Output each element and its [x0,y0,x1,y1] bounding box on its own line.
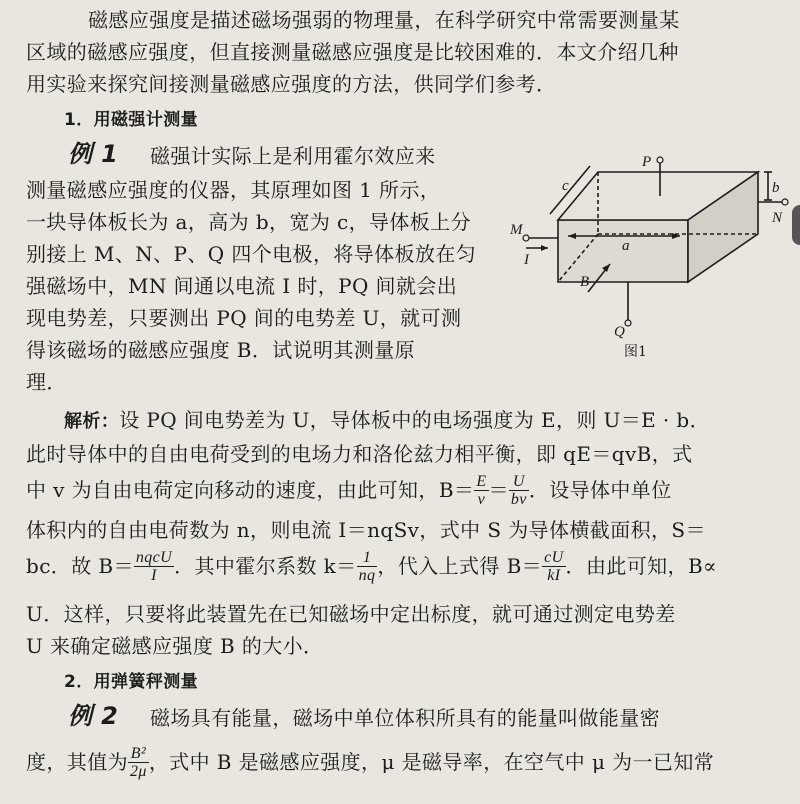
equals-sign: ＝ [488,478,509,502]
figure-label-I: I [524,252,529,268]
example-1-line-5: 强磁场中，MN 间通以电流 I 时，PQ 间就会出 [26,274,458,298]
analysis-label: 解析： [64,411,120,432]
example-1-line-7: 得该磁场的磁感应强度 B．试说明其测量原 [26,338,416,362]
figure-label-N: N [772,210,783,226]
intro-line-1: 磁感应强度是描述磁场强弱的物理量，在科学研究中常需要测量某 [88,8,680,32]
intro-line-3: 用实验来探究间接测量磁感应强度的方法，供同学们参考． [26,72,557,96]
analysis-line-7: U 来确定磁感应强度 B 的大小． [26,634,324,658]
figure-label-B: B [580,274,590,290]
section-1-heading: 1．用磁强计测量 [64,110,199,130]
fraction-nqcU-over-I: $\frac{\text{nqcU}}{I}$ [135,548,173,584]
figure-label-P: P [642,154,652,170]
example-2-label: 例 2 [68,702,119,730]
fraction-1-over-nq: $\frac{1}{nq}$ [358,548,376,584]
analysis-line-3 [26,470,672,510]
example-1-line-4: 别接上 M、N、P、Q 四个电极，将导体板放在匀 [26,242,477,266]
section-2-heading: 2．用弹簧秤测量 [64,672,199,692]
analysis-line-1 [64,410,710,432]
analysis-line-5-text-b: ．其中霍尔系数 k＝ [174,554,357,578]
fraction-B2-over-2mu: $\frac{\text{B²}}{2\mu}$ [130,744,147,780]
fraction-U-over-bv: $\frac{U}{bv}$ [510,472,527,508]
figure-1-hall-plate-diagram [510,152,790,362]
example-1-line-1: 磁强计实际上是利用霍尔效应来 [150,144,436,168]
example-1-line-6: 现电势差，只要测出 PQ 间的电势差 U，就可测 [26,306,462,330]
example-1-line-2: 测量磁感应强度的仪器，其原理如图 1 所示， [26,178,441,202]
analysis-line-5-text-d: ．由此可知，B∝ [565,554,717,578]
analysis-line-4: 体积内的自由电荷数为 n，则电流 I＝nqSv，式中 S 为导体横截面积，S＝ [26,518,706,542]
analysis-line-5-text-a: bc．故 B＝ [26,554,134,578]
example-1-line-8: 理． [26,370,67,394]
example-2-line-1: 磁场具有能量，磁场中单位体积所具有的能量叫做能量密 [150,706,660,730]
example-1-label: 例 1 [68,140,119,168]
analysis-line-2: 此时导体中的自由电荷受到的电场力和洛伦兹力相平衡，即 qE＝qvB，式 [26,442,693,466]
figure-label-b: b [772,180,780,196]
example-2-line-2 [26,740,714,784]
fraction-cU-over-kI: $\frac{cU}{kI}$ [544,548,564,584]
figure-label-a: a [622,238,630,254]
figure-1-caption: 图1 [624,344,647,360]
analysis-line-5-text-c: ，代入上式得 B＝ [377,554,543,578]
fraction-E-over-v: $\frac{E}{v}$ [476,472,487,508]
page-edge-tab [792,205,800,245]
analysis-line-3-text-b: ．设导体中单位 [528,478,672,502]
analysis-line-6: U．这样，只要将此装置先在已知磁场中定出标度，就可通过测定电势差 [26,602,676,626]
figure-label-Q: Q [614,324,625,340]
analysis-line-1-text: 设 PQ 间电势差为 U，导体板中的电场强度为 E，则 U＝E · b． [119,408,711,432]
analysis-line-3-text-a: 中 v 为自由电荷定向移动的速度，由此可知，B＝ [26,478,475,502]
analysis-line-5 [26,546,717,586]
intro-line-2: 区域的磁感应强度，但直接测量磁感应强度是比较困难的．本文介绍几种 [26,40,679,64]
figure-label-M: M [510,222,523,238]
example-1-line-3: 一块导体板长为 a，高为 b，宽为 c，导体板上分 [26,210,471,234]
example-2-line-2-text-a: 度，其值为 [26,750,128,774]
figure-label-c: c [562,178,569,194]
example-2-line-2-text-b: ，式中 B 是磁感应强度，μ 是磁导率，在空气中 μ 为一已知常 [148,750,715,774]
